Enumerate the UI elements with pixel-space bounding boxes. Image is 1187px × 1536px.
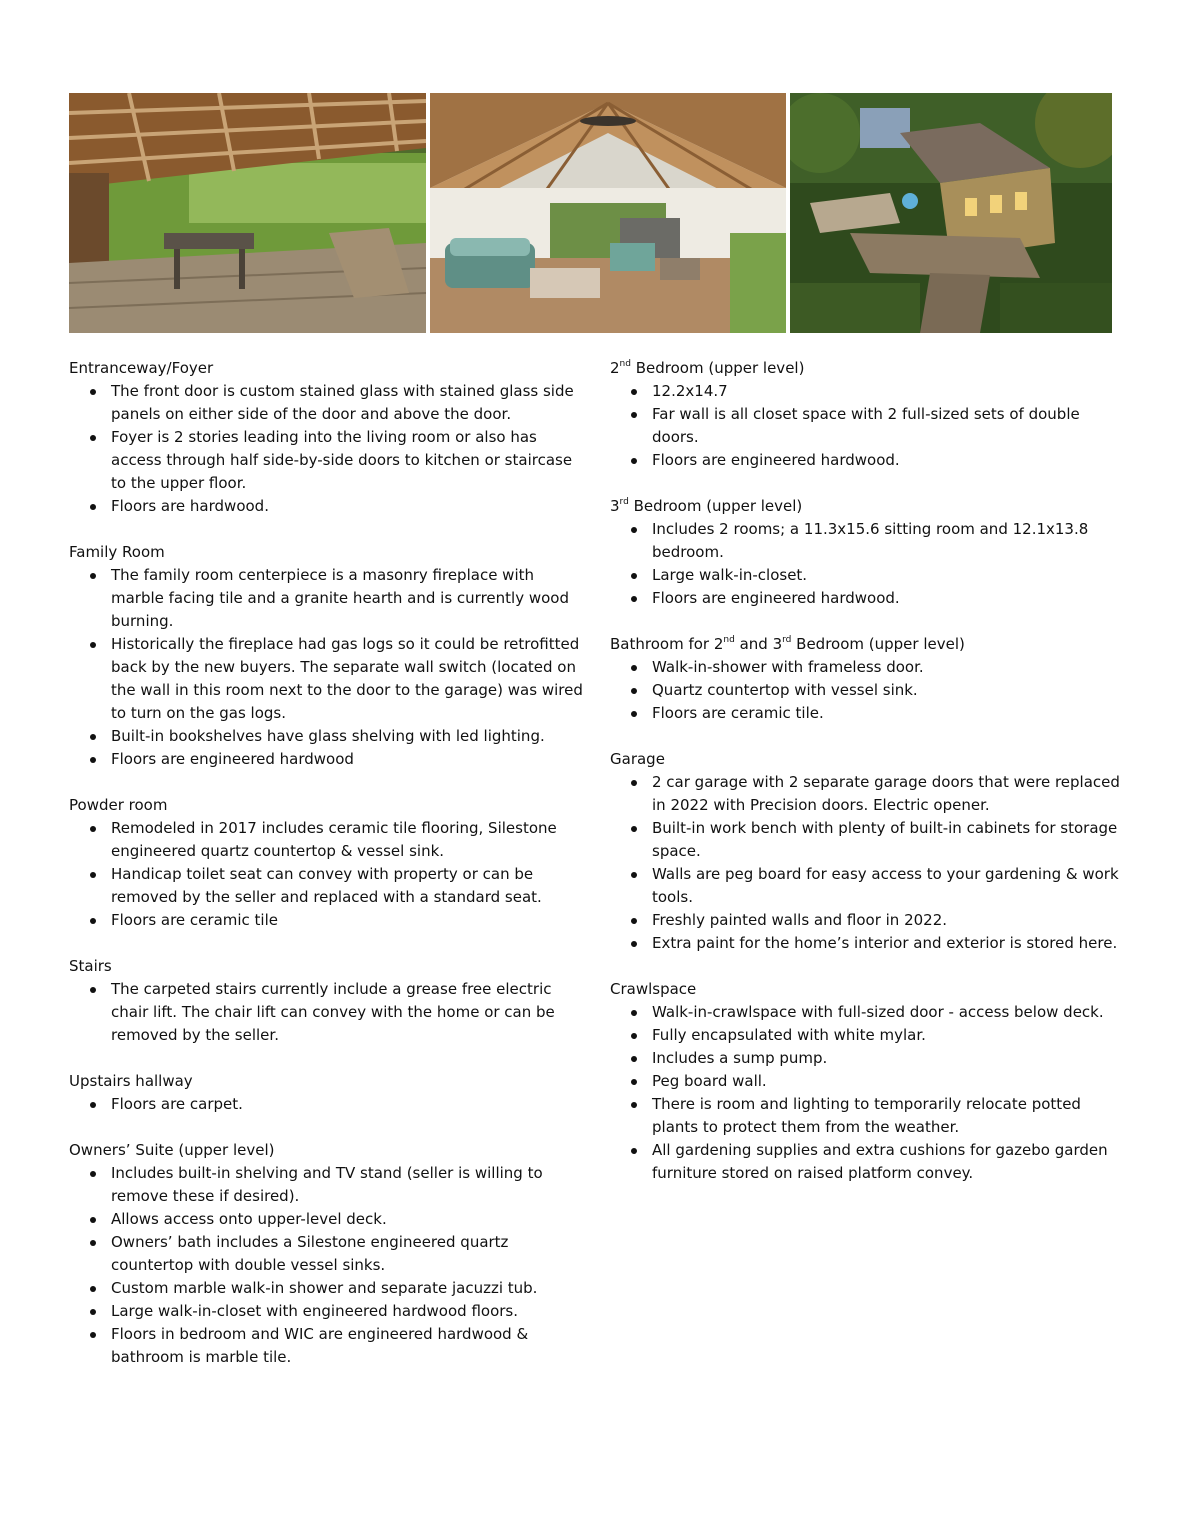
- gazebo-interior-photo: [430, 93, 786, 333]
- list-item: There is room and lighting to temporarily relocate potted plants to protect them from the weather.: [610, 1093, 1130, 1139]
- photo-strip: [69, 93, 1112, 333]
- list-item: Far wall is all closet space with 2 full-sized sets of double doors.: [610, 403, 1130, 449]
- section-bedroom-3: [610, 495, 1130, 610]
- bullet-list: [610, 656, 1130, 725]
- section-heading: Crawlspace: [610, 980, 697, 998]
- list-item: Custom marble walk-in shower and separate jacuzzi tub.: [69, 1277, 584, 1300]
- bullet-list: [610, 1001, 1130, 1185]
- list-item: Includes a sump pump.: [610, 1047, 1130, 1070]
- list-item: Large walk-in-closet with engineered hardwood floors.: [69, 1300, 584, 1323]
- section-heading: Owners’ Suite (upper level): [69, 1141, 275, 1159]
- bullet-list: [610, 380, 1130, 472]
- list-item: Floors are carpet.: [69, 1093, 584, 1116]
- section-heading: Family Room: [69, 543, 165, 561]
- bullet-list: [69, 564, 584, 771]
- section-heading: 2nd Bedroom (upper level): [610, 359, 805, 377]
- list-item: The carpeted stairs currently include a grease free electric chair lift. The chair lift can convey with the home or can be removed by the seller.: [69, 978, 584, 1047]
- section-heading: Upstairs hallway: [69, 1072, 193, 1090]
- list-item: Floors are ceramic tile.: [610, 702, 1130, 725]
- section-stairs: [69, 955, 584, 1047]
- bullet-list: [69, 380, 584, 518]
- list-item: 12.2x14.7: [610, 380, 1130, 403]
- list-item: Remodeled in 2017 includes ceramic tile flooring, Silestone engineered quartz countertop & vessel sink.: [69, 817, 584, 863]
- list-item: Freshly painted walls and floor in 2022.: [610, 909, 1130, 932]
- list-item: Large walk-in-closet.: [610, 564, 1130, 587]
- list-item: Fully encapsulated with white mylar.: [610, 1024, 1130, 1047]
- list-item: Historically the fireplace had gas logs so it could be retrofitted back by the new buyers. The separate wall switch (located on the wall in this room next to the door to the garage) was wired to turn on the gas logs.: [69, 633, 584, 725]
- list-item: Owners’ bath includes a Silestone engineered quartz countertop with double vessel sinks.: [69, 1231, 584, 1277]
- right-column: [610, 357, 1130, 1208]
- section-heading: Bathroom for 2nd and 3rd Bedroom (upper level): [610, 635, 965, 653]
- list-item: Includes built-in shelving and TV stand (seller is willing to remove these if desired).: [69, 1162, 584, 1208]
- section-heading: Powder room: [69, 796, 168, 814]
- section-heading: Stairs: [69, 957, 112, 975]
- section-powder-room: [69, 794, 584, 932]
- list-item: Walls are peg board for easy access to your gardening & work tools.: [610, 863, 1130, 909]
- list-item: Walk-in-shower with frameless door.: [610, 656, 1130, 679]
- bullet-list: [69, 1093, 584, 1116]
- list-item: Floors are engineered hardwood: [69, 748, 584, 771]
- list-item: Floors are engineered hardwood.: [610, 587, 1130, 610]
- list-item: Includes 2 rooms; a 11.3x15.6 sitting room and 12.1x13.8 bedroom.: [610, 518, 1130, 564]
- list-item: Walk-in-crawlspace with full-sized door - access below deck.: [610, 1001, 1130, 1024]
- list-item: Floors are hardwood.: [69, 495, 584, 518]
- bullet-list: [69, 817, 584, 932]
- bullet-list: [610, 771, 1130, 955]
- list-item: Quartz countertop with vessel sink.: [610, 679, 1130, 702]
- section-bedroom-2: [610, 357, 1130, 472]
- section-upstairs-hallway: [69, 1070, 584, 1116]
- bullet-list: [69, 978, 584, 1047]
- left-column: [69, 357, 584, 1392]
- list-item: Peg board wall.: [610, 1070, 1130, 1093]
- bullet-list: [69, 1162, 584, 1369]
- pergola-patio-photo: [69, 93, 426, 333]
- section-heading: 3rd Bedroom (upper level): [610, 497, 803, 515]
- section-heading: Entranceway/Foyer: [69, 359, 214, 377]
- section-crawlspace: [610, 978, 1130, 1185]
- section-family-room: [69, 541, 584, 771]
- section-entranceway: [69, 357, 584, 518]
- section-owners-suite: [69, 1139, 584, 1369]
- list-item: Built-in work bench with plenty of built-in cabinets for storage space.: [610, 817, 1130, 863]
- list-item: The family room centerpiece is a masonry fireplace with marble facing tile and a granite hearth and is currently wood burning.: [69, 564, 584, 633]
- list-item: Foyer is 2 stories leading into the living room or also has access through half side-by-side doors to kitchen or staircase to the upper floor.: [69, 426, 584, 495]
- list-item: Floors are ceramic tile: [69, 909, 584, 932]
- section-heading: Garage: [610, 750, 665, 768]
- list-item: 2 car garage with 2 separate garage doors that were replaced in 2022 with Precision doors. Electric opener.: [610, 771, 1130, 817]
- list-item: Floors in bedroom and WIC are engineered hardwood & bathroom is marble tile.: [69, 1323, 584, 1369]
- section-garage: [610, 748, 1130, 955]
- list-item: Extra paint for the home’s interior and exterior is stored here.: [610, 932, 1130, 955]
- list-item: Handicap toilet seat can convey with property or can be removed by the seller and replaced with a standard seat.: [69, 863, 584, 909]
- list-item: All gardening supplies and extra cushions for gazebo garden furniture stored on raised platform convey.: [610, 1139, 1130, 1185]
- section-bathroom: [610, 633, 1130, 725]
- list-item: Built-in bookshelves have glass shelving with led lighting.: [69, 725, 584, 748]
- list-item: The front door is custom stained glass with stained glass side panels on either side of the door and above the door.: [69, 380, 584, 426]
- list-item: Floors are engineered hardwood.: [610, 449, 1130, 472]
- house-aerial-photo: [790, 93, 1112, 333]
- list-item: Allows access onto upper-level deck.: [69, 1208, 584, 1231]
- bullet-list: [610, 518, 1130, 610]
